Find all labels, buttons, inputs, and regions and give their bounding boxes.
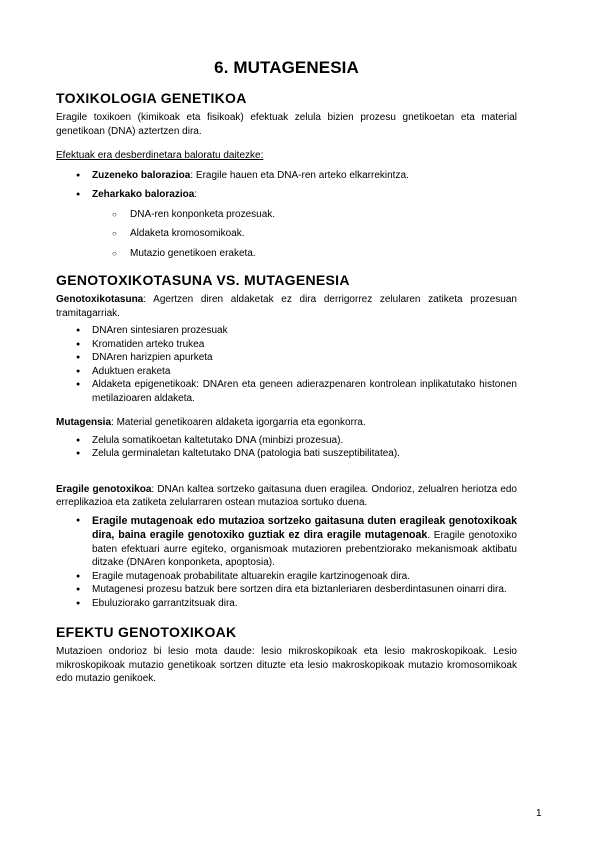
list-item: ● Eragile mutagenoak probabilitate altuarekin eragile kartzinogenoak dira.	[56, 570, 517, 584]
mutagensia-list	[56, 434, 517, 461]
genotoxikotasuna-definition	[56, 293, 517, 320]
sub-list-item: ○ Mutazio genetikoen eraketa.	[56, 247, 517, 261]
list-item: ● Mutagenesi prozesu batzuk bere sortzen dira eta biztanleriaren desberdintasunen oinarri dira.	[56, 583, 517, 597]
list-item	[56, 169, 517, 183]
evaluation-list	[56, 169, 517, 261]
list-item: ● DNAren harizpien apurketa	[56, 351, 517, 365]
list-item	[56, 188, 517, 260]
sub-list-item: ○ Aldaketa kromosomikoak.	[56, 227, 517, 241]
list-item-text: . Eragile genotoxiko baten efektuari aurre egiteko, organismoak mutazioren prebentziorako mekanismoak aktibatu ditzake (DNAren konponketa, apoptosia).	[92, 530, 517, 568]
list-item-emphasis: Eragile mutagenoak edo mutazioa sortzeko gaitasuna duten eragileak genotoxikoak dira, baina eragile genotoxiko guztiak ez dira eragile mutagenoak	[92, 514, 517, 541]
page-content	[56, 58, 517, 686]
sub-list	[56, 208, 517, 261]
definition-text: : DNAn kaltea sortzeko gaitasuna duen eragilea. Ondorioz, zelualren heriotza edo erreplikazioa eta zatiketa zelularraren ostean mutazioa sortuko duena.	[56, 483, 517, 508]
section-heading-efektu: EFEKTU GENOTOXIKOAK	[56, 624, 237, 640]
list-item: ● Aldaketa epigenetikoak: DNAren eta geneen adierazpenaren kontrolean inplikatutako histonen metilazioaren aldaketa.	[56, 378, 517, 405]
sub-list-item: ○ DNA-ren konponketa prozesuak.	[56, 208, 517, 222]
efektu-text: Mutazioen ondorioz bi lesio mota daude: lesio mikroskopikoak eta lesio makroskopikoak. Lesio mikroskopikoak mutazio genetikoak sortzen dituzte eta lesio makroskopikoak mutazio kromosomikoak edo mutazio genikoek.	[56, 646, 517, 684]
definition-term: Mutagensia	[56, 417, 112, 428]
eragile-genotoxikoa-definition	[56, 483, 517, 510]
list-item: ● Ebuluziorako garrantzitsuak dira.	[56, 597, 517, 611]
list-item-term: Zuzeneko balorazioa	[92, 169, 191, 181]
evaluation-intro-text: Efektuak era desberdinetara baloratu daitezke:	[56, 150, 264, 161]
list-item: ● Aduktuen eraketa	[56, 365, 517, 379]
eragile-list	[56, 514, 517, 611]
definition-term: Eragile genotoxikoa	[56, 483, 152, 495]
definition-term: Genotoxikotasuna	[56, 294, 144, 305]
toxikologia-intro: Eragile toxikoen (kimikoak eta fisikoak) efektuak zelula bizien prozesu gnetikoetan eta material genetikoan (DNA) aztertzen dira.	[56, 112, 517, 137]
list-item	[56, 514, 517, 570]
page-title: 6. MUTAGENESIA	[214, 58, 359, 77]
list-item: ● Zelula germinaletan kaltetutako DNA (patologia bati suszeptibilitatea).	[56, 447, 517, 461]
page-number: 1	[536, 808, 542, 819]
list-item-term: Zeharkako balorazioa	[92, 189, 195, 200]
section-heading-genotoxikotasuna: GENOTOXIKOTASUNA VS. MUTAGENESIA	[56, 272, 350, 288]
list-item: ● DNAren sintesiaren prozesuak	[56, 324, 517, 338]
evaluation-intro	[56, 149, 517, 163]
section-heading-toxikologia: TOXIKOLOGIA GENETIKOA	[56, 90, 247, 106]
genotoxikotasuna-list	[56, 324, 517, 405]
definition-text: : Material genetikoaren aldaketa igorgarria eta egonkorra.	[111, 417, 366, 428]
list-item: ● Zelula somatikoetan kaltetutako DNA (minbizi prozesua).	[56, 434, 517, 448]
list-item-text: : Eragile hauen eta DNA-ren arteko elkarrekintza.	[190, 169, 409, 181]
mutagensia-definition	[56, 416, 517, 430]
definition-text: : Agertzen diren aldaketak ez dira derrigorrez zelularen zatiketa prozesuan tramitagarriak.	[56, 294, 517, 319]
list-item: ● Kromatiden arteko trukea	[56, 338, 517, 352]
list-item-text: :	[194, 189, 198, 200]
